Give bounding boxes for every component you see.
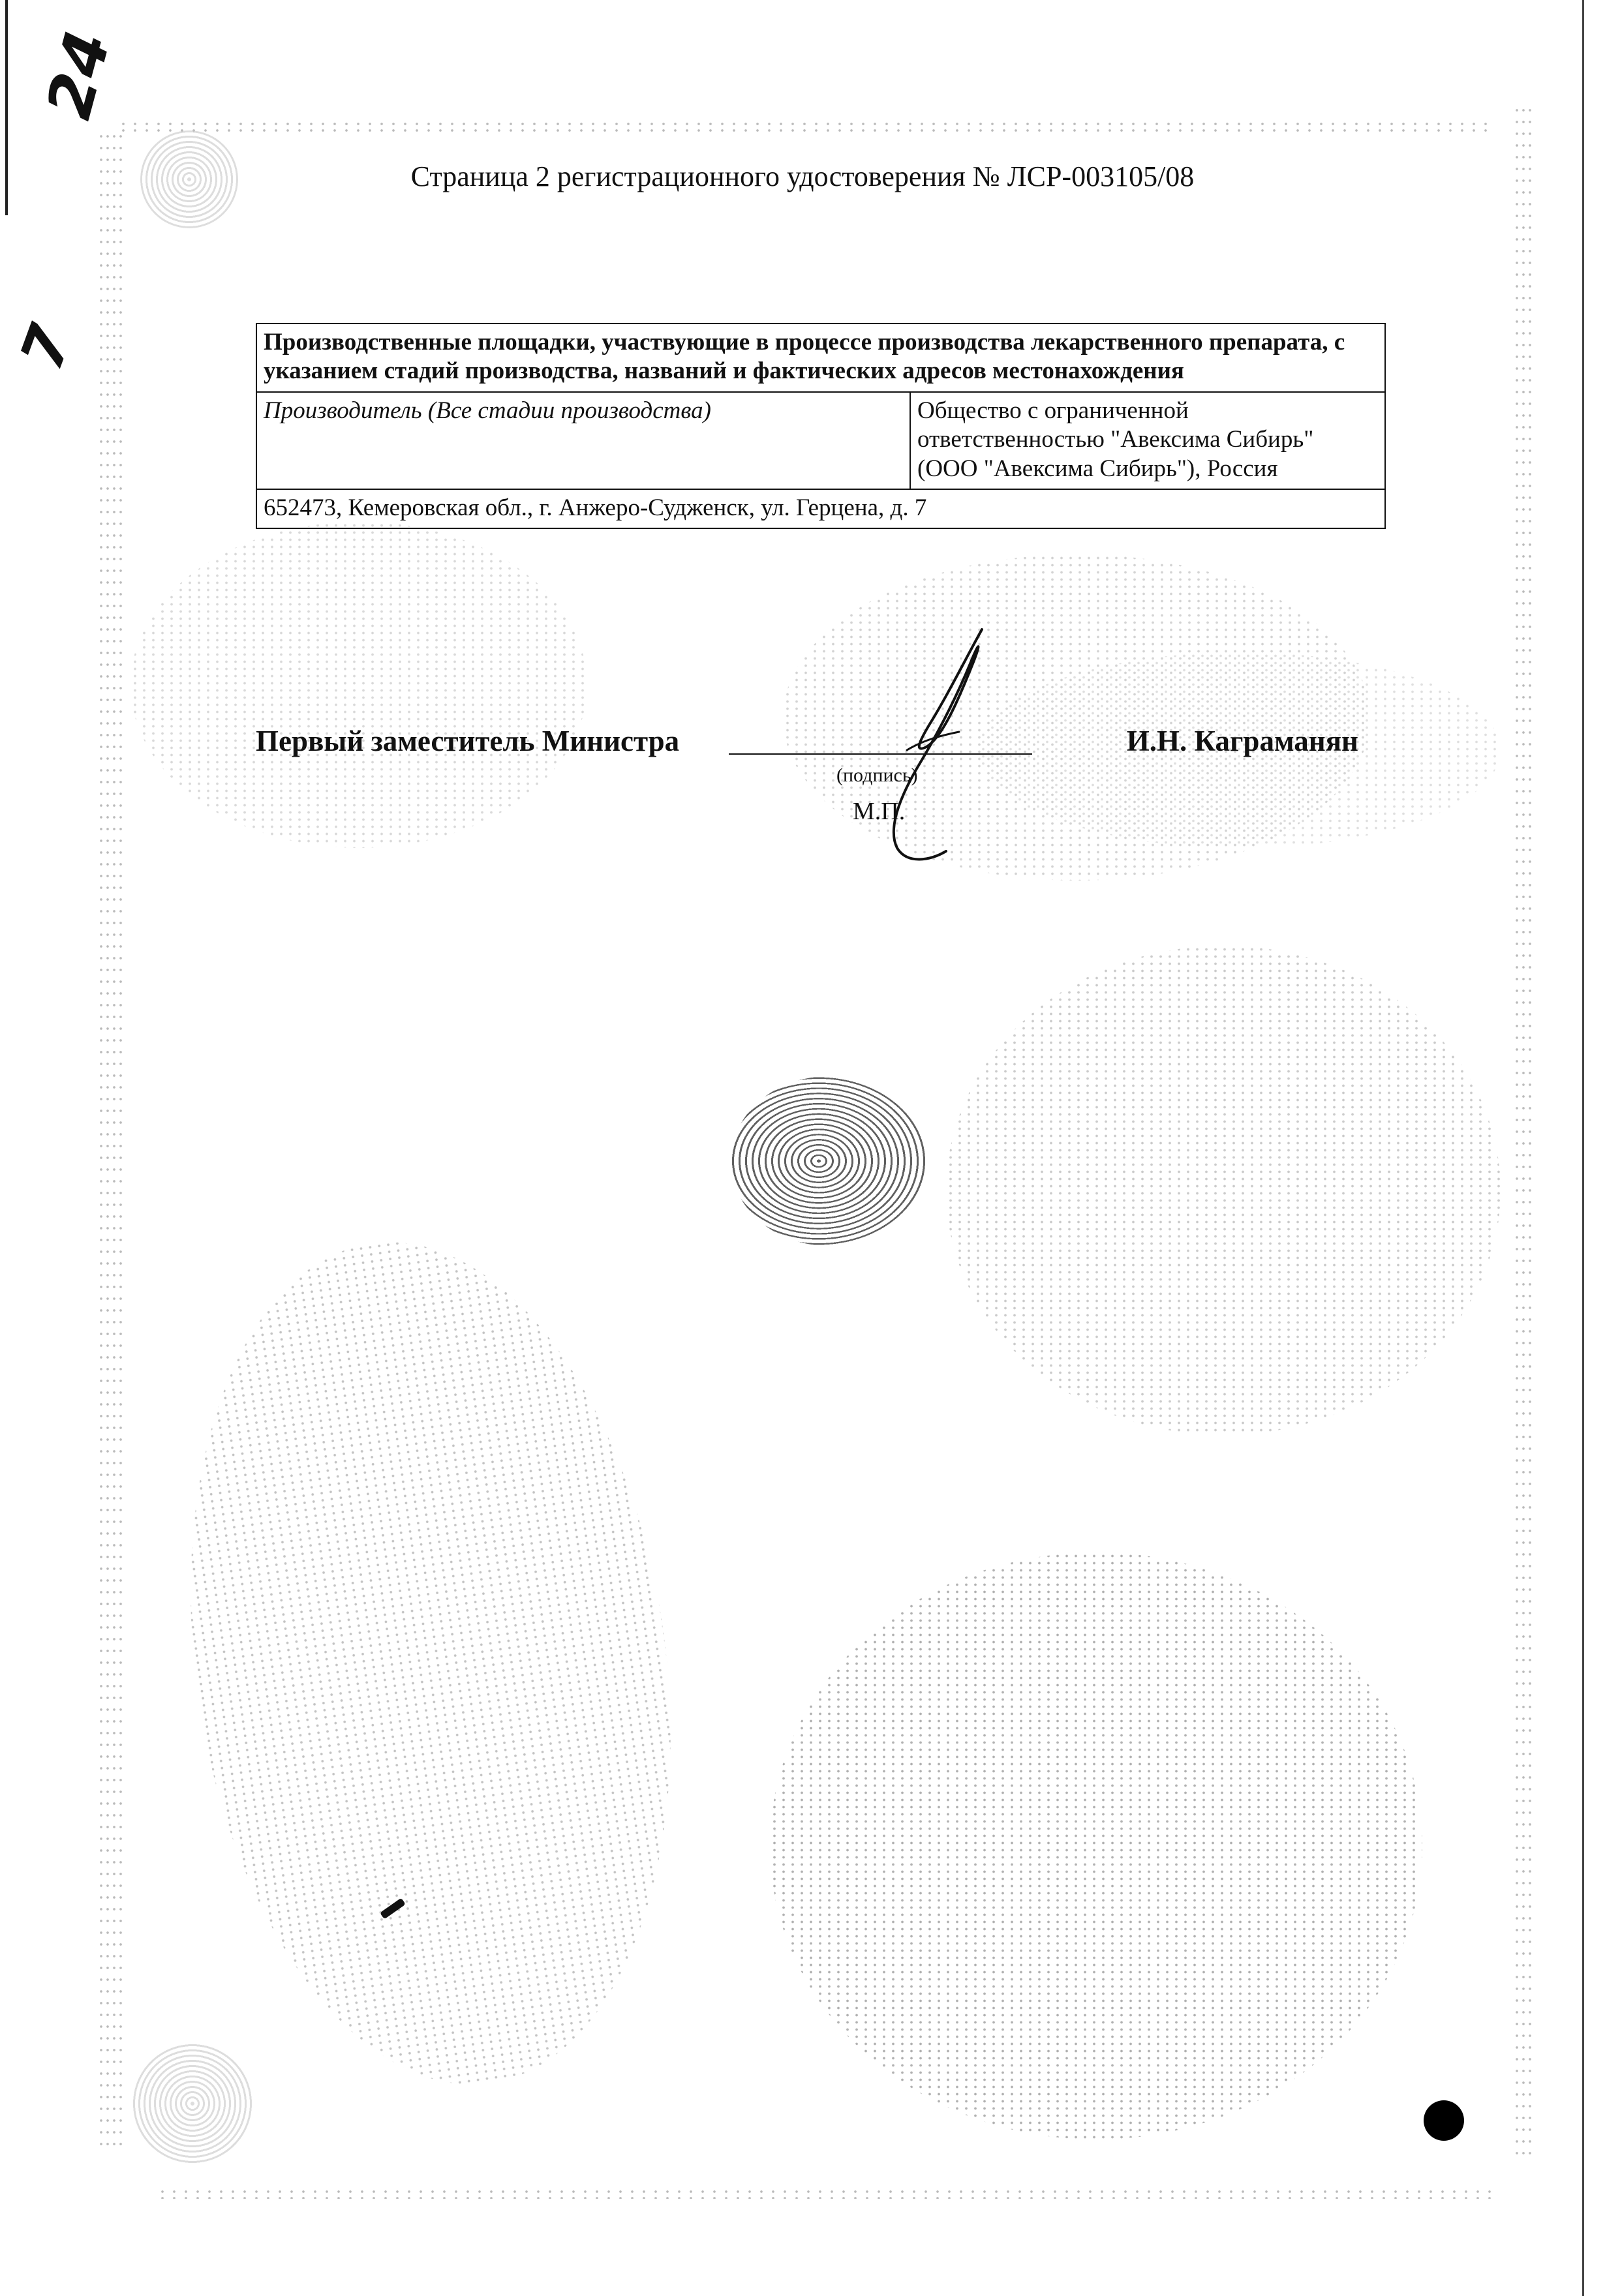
signatory-name: И.Н. Каграманян xyxy=(1126,725,1358,757)
security-pattern xyxy=(139,1211,722,2116)
security-rosette-bottom xyxy=(130,2042,254,2166)
fingerprint-emblem xyxy=(731,1076,926,1246)
producer-address-cell: 652473, Кемеровская обл., г. Анжеро-Судженск, ул. Герцена, д. 7 xyxy=(256,489,1385,528)
signature-caption: (подпись) xyxy=(836,764,918,786)
handwritten-page-number: 24 xyxy=(33,23,125,127)
scan-edge-line xyxy=(1582,0,1584,2296)
security-border-right xyxy=(1514,104,1533,2159)
seal-placeholder: М.П. xyxy=(853,798,906,825)
table-title-cell: Производственные площадки, участвующие в процессе производства лекарственного препарата, с указанием стадий производства, названий и фактических адресов местонахождения xyxy=(256,324,1385,392)
table-row xyxy=(256,489,1385,528)
security-border-left xyxy=(98,130,124,2152)
production-sites-table xyxy=(256,323,1386,529)
security-pattern xyxy=(946,946,1501,1435)
security-border-top xyxy=(117,121,1488,134)
table-row xyxy=(256,392,1385,489)
producer-name-cell: Общество с ограниченной ответственностью "Авексима Сибирь" (ООО "Авексима Сибирь"), Россия xyxy=(910,392,1385,489)
security-pattern xyxy=(770,1552,1422,2139)
handwritten-signature xyxy=(868,620,1018,881)
signatory-position: Первый заместитель Министра xyxy=(256,725,680,757)
signature-block xyxy=(256,724,1358,894)
security-border-bottom xyxy=(157,2188,1494,2199)
page-header: Страница 2 регистрационного удостоверения № ЛСР-003105/08 xyxy=(410,160,1195,192)
handwritten-mark: 7 xyxy=(7,316,86,378)
registration-dot xyxy=(1424,2100,1464,2141)
table-row xyxy=(256,324,1385,392)
producer-role-cell: Производитель (Все стадии производства) xyxy=(256,392,910,489)
